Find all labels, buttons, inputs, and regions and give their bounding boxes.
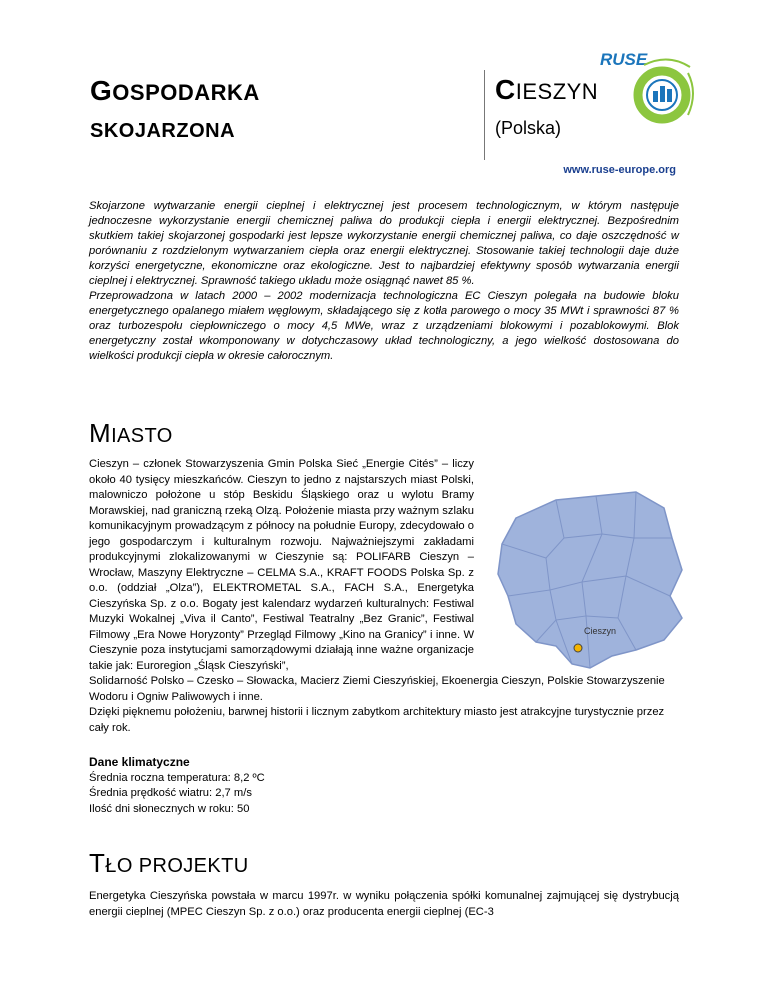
- climate-line: Średnia prędkość wiatru: 2,7 m/s: [89, 787, 252, 799]
- poland-outline: [498, 492, 682, 668]
- city-paragraph-3: Dzięki pięknemu położeniu, barwnej historii i licznym zabytkom architektury miasto jest atrakcyjne turystycznie przez cały rok.: [89, 706, 665, 734]
- poland-map: [486, 478, 686, 688]
- section-heading-background: TŁO PROJEKTU: [89, 848, 249, 878]
- background-description: [89, 889, 679, 920]
- city-title: [495, 72, 598, 146]
- country-label: (Polska): [495, 118, 562, 138]
- intro-paragraph-1: Skojarzone wytwarzanie energii cieplnej i elektrycznej jest procesem technologicznym, w którym następuje jednoczesne wykorzystanie energii chemicznej paliwa do produkcji ciepła i energii elektrycznej. Bezpośrednim skutkiem takiej skojarzonej gospodarki jest lepsze wykorzystanie energii chemicznej paliwa, co daje oszczędność w porównaniu z rozdzielonym wytwarzaniem ciepła oraz energii elektrycznej. Stosowanie takiej technologii daje duże korzyści energetyczne, ekonomiczne oraz ekologiczne. Jest to najbardziej efektywny sposób wytwarzania energii cieplnej i elektrycznej. Sprawność takiego układu może osiągnąć nawet 85 %.: [89, 200, 679, 287]
- climate-line: Średnia roczna temperatura: 8,2 ºC: [89, 771, 265, 784]
- city-paragraph-1: Cieszyn – członek Stowarzyszenia Gmin Polska Sieć „Energie Cités” – liczy około 40 tysięcy mieszkańców. Cieszyn to jedno z najstarszych miast Polski, malowniczo położone u stóp Beskidu Śląskiego oraz u wylotu Bramy Morawskiej, nad graniczną rzeką Olzą. Położenie miasta przy ważnym szlaku komunikacyjnym prowadzącym z północy na południe Europy, zdecydowało o jego gospodarczym i kulturalnym rozwoju. Najważniejszymi zakładami produkcyjnymi zlokalizowanymi w Cieszynie są: POLIFARB Cieszyn – Wrocław, Maszyny Elektryczne – CELMA S.A., KRAFT FOODS Polska Sp. z o.o. (oddział „Olza”), ELEKTROMETAL S.A., FACH S.A., Energetyka Cieszyńska Sp. z o.o. Bogaty jest kalendarz wydarzeń kulturalnych: Festiwal Muzyki Wokalnej „Viva il Canto”, Festiwal Teatralny „Bez Granic”, Festiwal Filmowy „Era Nowe Horyzonty” Przegląd Filmowy „Kino na Granicy” i inne. W Cieszynie poza instytucjami samorządowymi działają inne ważne organizacje takie jak: Euroregion „Śląsk Cieszyński”,: [89, 458, 474, 672]
- header-divider: [484, 70, 485, 160]
- document-title: [90, 72, 260, 150]
- cieszyn-marker: [574, 644, 582, 652]
- city-name-rest: IESZYN: [515, 79, 599, 104]
- city-first-letter: C: [495, 74, 516, 105]
- title-first-letter: G: [90, 75, 113, 106]
- section-heading-city: MIASTO: [89, 418, 173, 448]
- ruse-logo: [600, 45, 705, 125]
- city-paragraph-2: Solidarność Polsko – Czesko – Słowacka, Macierz Ziemi Cieszyńskiej, Ekoenergia Cieszyn, Polskie Stowarzyszenie Wodoru i Ogniw Paliwowych i inne.: [89, 675, 665, 703]
- climate-data: [89, 755, 265, 817]
- intro-text: [89, 199, 679, 364]
- website-link[interactable]: www.ruse-europe.org: [563, 164, 676, 176]
- background-paragraph: Energetyka Cieszyńska powstała w marcu 1997r. w wyniku połączenia spółki komunalnej zajmującej się dystrybucją energii cieplnej (MPEC Cieszyn Sp. z o.o.) oraz producenta energii cieplnej (EC-3: [89, 890, 679, 918]
- logo-text: RUSE: [600, 50, 648, 69]
- climate-line: Ilość dni słonecznych w roku: 50: [89, 802, 250, 815]
- climate-heading: Dane klimatyczne: [89, 755, 190, 769]
- title-rest: OSPODARKA: [112, 80, 260, 105]
- title-line-2: SKOJARZONA: [90, 120, 236, 142]
- map-city-label: Cieszyn: [584, 626, 617, 636]
- intro-paragraph-2: Przeprowadzona w latach 2000 – 2002 modernizacja technologiczna EC Cieszyn polegała na budowie bloku energetycznego opalanego miałem węglowym, składającego się z kotła parowego o mocy 35 MWt i sprawności 87 % oraz turbozespołu ciepłowniczego o mocy 4,5 MWe, wraz z urządzeniami blokowymi i pozablokowymi. Blok energetyczny został wkomponowany w dotychczasowy układ technologiczny, a jego wielkość dostosowana do wielkości produkcji ciepła w okresie całorocznym.: [89, 290, 679, 362]
